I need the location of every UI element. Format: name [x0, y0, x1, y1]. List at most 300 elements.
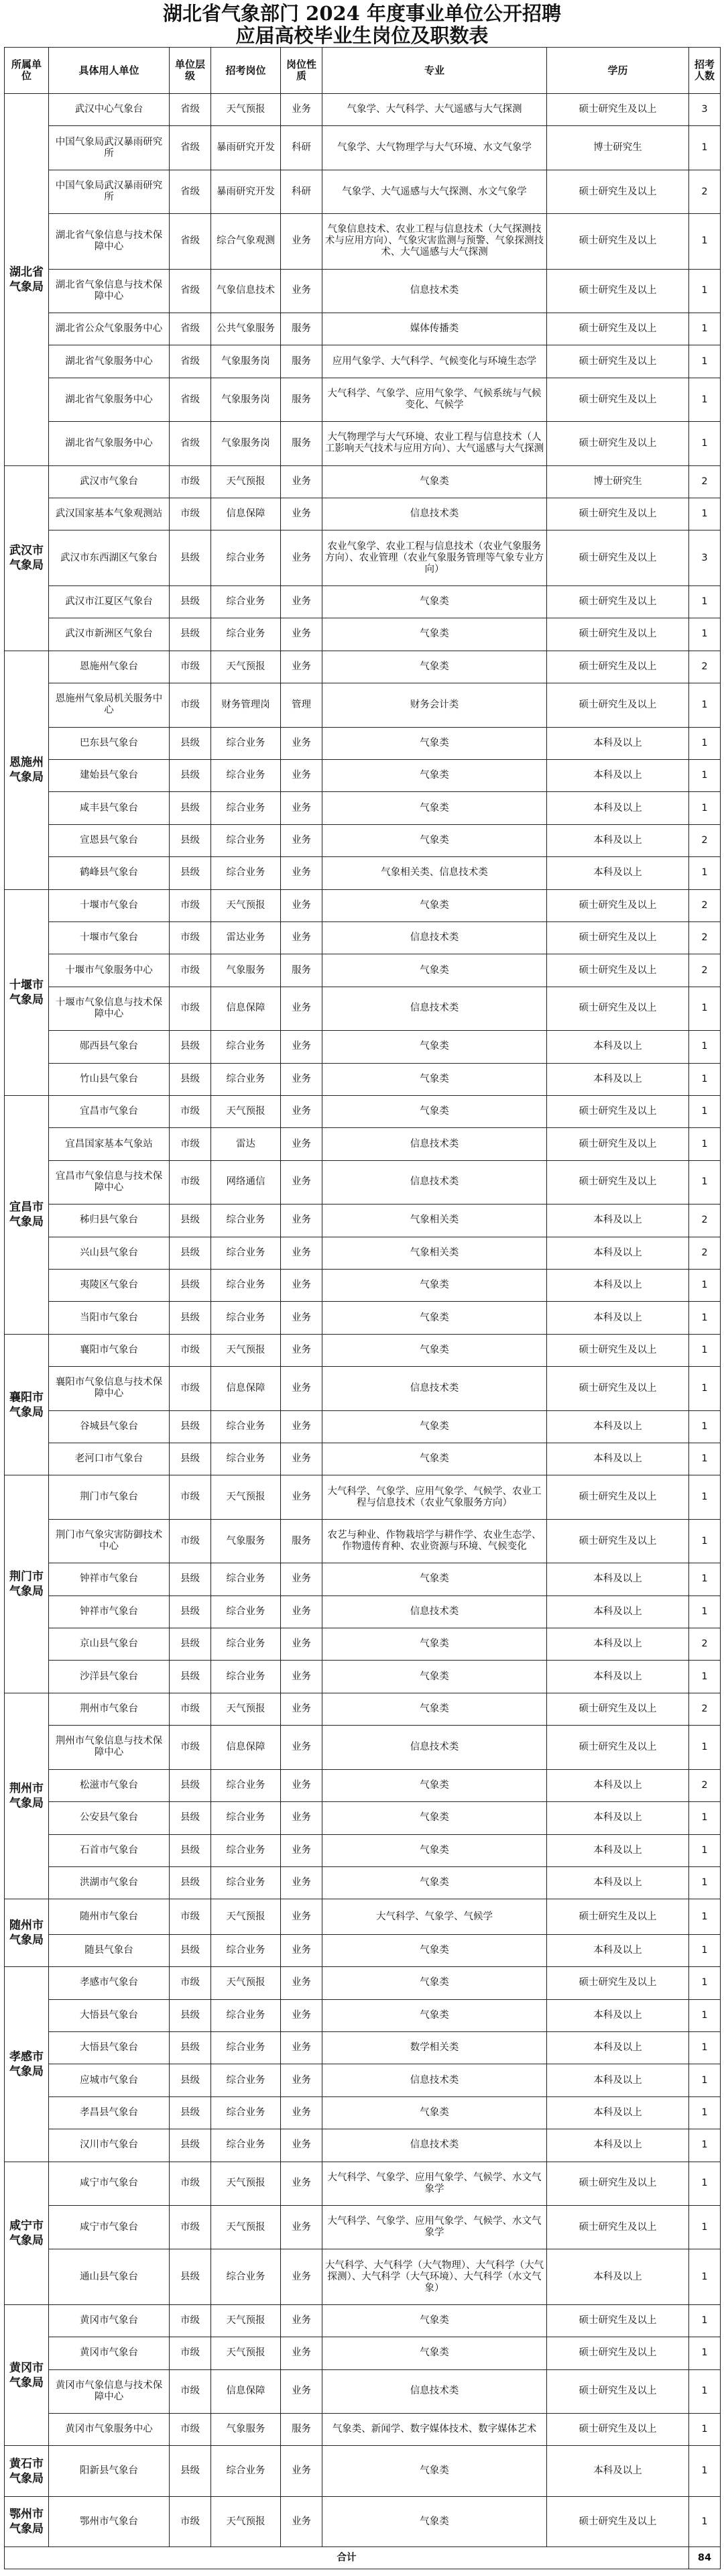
table-row — [5, 1769, 721, 1801]
post-cell: 综合业务 — [211, 2129, 281, 2162]
unit-cell: 宣恩县气象台 — [49, 824, 170, 856]
unit-cell: 武汉市气象台 — [49, 465, 170, 498]
post-cell: 天气预报 — [211, 2496, 281, 2546]
major-cell: 财务会计类 — [322, 683, 547, 727]
group-cell: 随州市气象局 — [5, 1899, 49, 1967]
nature-cell: 业务 — [281, 921, 322, 954]
level-cell: 县级 — [170, 1595, 211, 1628]
count-cell: 1 — [689, 2304, 721, 2337]
education-cell: 硕士研究生及以上 — [547, 618, 689, 651]
level-cell: 市级 — [170, 954, 211, 987]
level-cell: 省级 — [170, 269, 211, 313]
level-cell: 市级 — [170, 1334, 211, 1366]
header-post: 招考岗位 — [211, 48, 281, 94]
count-cell: 1 — [689, 1563, 721, 1595]
count-cell: 1 — [689, 618, 721, 651]
level-cell: 县级 — [170, 2129, 211, 2162]
education-cell: 本科及以上 — [547, 1769, 689, 1801]
level-cell: 县级 — [170, 2064, 211, 2096]
level-cell: 县级 — [170, 1237, 211, 1269]
table-row — [5, 651, 721, 683]
education-cell: 硕士研究生及以上 — [547, 2304, 689, 2337]
level-cell: 县级 — [170, 1934, 211, 1966]
nature-cell: 业务 — [281, 2031, 322, 2064]
education-cell: 硕士研究生及以上 — [547, 954, 689, 987]
count-cell: 1 — [689, 857, 721, 889]
post-cell: 综合业务 — [211, 1595, 281, 1628]
nature-cell: 业务 — [281, 498, 322, 530]
nature-cell: 业务 — [281, 651, 322, 683]
major-cell: 气象类 — [322, 2496, 547, 2546]
table-row — [5, 585, 721, 618]
major-cell: 气象类 — [322, 792, 547, 824]
post-cell: 天气预报 — [211, 2337, 281, 2369]
education-cell: 硕士研究生及以上 — [547, 530, 689, 585]
level-cell: 县级 — [170, 1628, 211, 1661]
post-cell: 天气预报 — [211, 94, 281, 126]
table-row — [5, 683, 721, 727]
unit-cell: 十堰市气象服务中心 — [49, 954, 170, 987]
level-cell: 县级 — [170, 759, 211, 791]
level-cell: 省级 — [170, 313, 211, 345]
education-cell: 本科及以上 — [547, 2446, 689, 2496]
level-cell: 省级 — [170, 422, 211, 465]
education-cell: 本科及以上 — [547, 1999, 689, 2031]
nature-cell: 服务 — [281, 2414, 322, 2446]
count-cell: 1 — [689, 1270, 721, 1302]
level-cell: 县级 — [170, 1563, 211, 1595]
nature-cell: 业务 — [281, 1475, 322, 1519]
table-row — [5, 345, 721, 378]
post-cell: 暴雨研究开发 — [211, 126, 281, 170]
level-cell: 市级 — [170, 1095, 211, 1127]
level-cell: 市级 — [170, 1519, 211, 1563]
post-cell: 综合业务 — [211, 1237, 281, 1269]
unit-cell: 武汉市东西湖区气象台 — [49, 530, 170, 585]
table-row — [5, 1095, 721, 1127]
nature-cell: 服务 — [281, 1519, 322, 1563]
major-cell: 信息技术类 — [322, 2129, 547, 2162]
post-cell: 气象服务岗 — [211, 378, 281, 421]
nature-cell: 业务 — [281, 1367, 322, 1410]
total-label: 合计 — [5, 2547, 689, 2569]
level-cell: 县级 — [170, 2096, 211, 2129]
count-cell: 1 — [689, 498, 721, 530]
unit-cell: 谷城县气象台 — [49, 1410, 170, 1443]
nature-cell: 业务 — [281, 1802, 322, 1834]
education-cell: 硕士研究生及以上 — [547, 2337, 689, 2369]
nature-cell: 业务 — [281, 1834, 322, 1866]
table-row — [5, 1967, 721, 1999]
count-cell: 2 — [689, 954, 721, 987]
level-cell: 县级 — [170, 1270, 211, 1302]
unit-cell: 十堰市气象信息与技术保障中心 — [49, 987, 170, 1030]
education-cell: 硕士研究生及以上 — [547, 2369, 689, 2413]
education-cell: 本科及以上 — [547, 2031, 689, 2064]
major-cell: 气象类 — [322, 2337, 547, 2369]
major-cell: 气象类 — [322, 1302, 547, 1334]
level-cell: 省级 — [170, 126, 211, 170]
table-row — [5, 2369, 721, 2413]
level-cell: 市级 — [170, 889, 211, 921]
count-cell: 3 — [689, 94, 721, 126]
unit-cell: 通山县气象台 — [49, 2249, 170, 2304]
nature-cell: 业务 — [281, 2337, 322, 2369]
education-cell: 硕士研究生及以上 — [547, 1475, 689, 1519]
education-cell: 硕士研究生及以上 — [547, 889, 689, 921]
education-cell: 硕士研究生及以上 — [547, 1519, 689, 1563]
group-cell: 黄冈市气象局 — [5, 2304, 49, 2446]
nature-cell: 服务 — [281, 422, 322, 465]
education-cell: 硕士研究生及以上 — [547, 1367, 689, 1410]
major-cell: 气象类 — [322, 1802, 547, 1834]
nature-cell: 业务 — [281, 727, 322, 759]
unit-cell: 随州市气象台 — [49, 1899, 170, 1934]
group-cell: 十堰市气象局 — [5, 889, 49, 1095]
table-row — [5, 954, 721, 987]
nature-cell: 业务 — [281, 214, 322, 269]
count-cell: 1 — [689, 1899, 721, 1934]
post-cell: 天气预报 — [211, 1967, 281, 1999]
nature-cell: 业务 — [281, 792, 322, 824]
nature-cell: 业务 — [281, 1443, 322, 1475]
major-cell: 信息技术类 — [322, 2064, 547, 2096]
table-row — [5, 889, 721, 921]
nature-cell: 业务 — [281, 585, 322, 618]
education-cell: 硕士研究生及以上 — [547, 378, 689, 421]
post-cell: 综合业务 — [211, 1410, 281, 1443]
unit-cell: 应城市气象台 — [49, 2064, 170, 2096]
count-cell: 1 — [689, 2031, 721, 2064]
nature-cell: 业务 — [281, 2496, 322, 2546]
nature-cell: 业务 — [281, 2096, 322, 2129]
table-row — [5, 2304, 721, 2337]
education-cell: 硕士研究生及以上 — [547, 2414, 689, 2446]
major-cell: 气象类 — [322, 2446, 547, 2496]
level-cell: 县级 — [170, 857, 211, 889]
post-cell: 综合业务 — [211, 2096, 281, 2129]
education-cell: 硕士研究生及以上 — [547, 2162, 689, 2205]
education-cell: 本科及以上 — [547, 759, 689, 791]
document-title — [4, 0, 720, 47]
unit-cell: 湖北省气象服务中心 — [49, 345, 170, 378]
level-cell: 市级 — [170, 683, 211, 727]
major-cell: 气象类 — [322, 1095, 547, 1127]
major-cell: 信息技术类 — [322, 1160, 547, 1204]
count-cell: 1 — [689, 792, 721, 824]
nature-cell: 业务 — [281, 1128, 322, 1160]
major-cell: 气象类 — [322, 1999, 547, 2031]
unit-cell: 宜昌市气象台 — [49, 1095, 170, 1127]
level-cell: 市级 — [170, 2337, 211, 2369]
unit-cell: 武汉国家基本气象观测站 — [49, 498, 170, 530]
count-cell: 1 — [689, 1519, 721, 1563]
unit-cell: 湖北省气象信息与技术保障中心 — [49, 269, 170, 313]
unit-cell: 大悟县气象台 — [49, 1999, 170, 2031]
nature-cell: 业务 — [281, 94, 322, 126]
table-row — [5, 1899, 721, 1934]
level-cell: 县级 — [170, 530, 211, 585]
count-cell: 1 — [689, 422, 721, 465]
table-row — [5, 1063, 721, 1095]
group-cell: 鄂州市气象局 — [5, 2496, 49, 2546]
level-cell: 省级 — [170, 345, 211, 378]
table-row — [5, 921, 721, 954]
post-cell: 天气预报 — [211, 1899, 281, 1934]
education-cell: 本科及以上 — [547, 1302, 689, 1334]
table-row — [5, 1302, 721, 1334]
major-cell: 气象类 — [322, 1866, 547, 1899]
level-cell: 省级 — [170, 378, 211, 421]
education-cell: 本科及以上 — [547, 1031, 689, 1063]
education-cell: 硕士研究生及以上 — [547, 214, 689, 269]
level-cell: 县级 — [170, 1834, 211, 1866]
total-row — [5, 2547, 721, 2569]
unit-cell: 咸丰县气象台 — [49, 792, 170, 824]
count-cell: 1 — [689, 1410, 721, 1443]
unit-cell: 宜昌市气象信息与技术保障中心 — [49, 1160, 170, 1204]
education-cell: 硕士研究生及以上 — [547, 269, 689, 313]
major-cell: 信息技术类 — [322, 921, 547, 954]
count-cell: 3 — [689, 530, 721, 585]
nature-cell: 服务 — [281, 313, 322, 345]
table-row — [5, 727, 721, 759]
level-cell: 市级 — [170, 1899, 211, 1934]
unit-cell: 大悟县气象台 — [49, 2031, 170, 2064]
post-cell: 综合业务 — [211, 1205, 281, 1237]
level-cell: 县级 — [170, 1410, 211, 1443]
count-cell: 1 — [689, 759, 721, 791]
table-row — [5, 313, 721, 345]
recruitment-table — [4, 47, 721, 2569]
level-cell: 县级 — [170, 1063, 211, 1095]
nature-cell: 业务 — [281, 1628, 322, 1661]
post-cell: 天气预报 — [211, 651, 281, 683]
table-row — [5, 1160, 721, 1204]
count-cell: 1 — [689, 1834, 721, 1866]
nature-cell: 服务 — [281, 345, 322, 378]
count-cell: 1 — [689, 2414, 721, 2446]
nature-cell: 业务 — [281, 1899, 322, 1934]
count-cell: 1 — [689, 2249, 721, 2304]
unit-cell: 鄂州市气象台 — [49, 2496, 170, 2546]
nature-cell: 业务 — [281, 1334, 322, 1366]
table-row — [5, 1443, 721, 1475]
table-row — [5, 1334, 721, 1366]
post-cell: 暴雨研究开发 — [211, 170, 281, 213]
post-cell: 综合业务 — [211, 857, 281, 889]
major-cell: 气象学、大气物理学与大气环境、水文气象学 — [322, 126, 547, 170]
unit-cell: 湖北省公众气象服务中心 — [49, 313, 170, 345]
major-cell: 媒体传播类 — [322, 313, 547, 345]
header-nature: 岗位性质 — [281, 48, 322, 94]
post-cell: 综合业务 — [211, 618, 281, 651]
level-cell: 县级 — [170, 1031, 211, 1063]
education-cell: 硕士研究生及以上 — [547, 422, 689, 465]
major-cell: 气象类 — [322, 1628, 547, 1661]
post-cell: 综合业务 — [211, 1563, 281, 1595]
count-cell: 1 — [689, 313, 721, 345]
level-cell: 县级 — [170, 1866, 211, 1899]
nature-cell: 业务 — [281, 857, 322, 889]
level-cell: 省级 — [170, 94, 211, 126]
level-cell: 省级 — [170, 170, 211, 213]
total-value: 84 — [689, 2547, 721, 2569]
level-cell: 县级 — [170, 1802, 211, 1834]
education-cell: 硕士研究生及以上 — [547, 1967, 689, 1999]
post-cell: 综合业务 — [211, 727, 281, 759]
nature-cell: 业务 — [281, 1563, 322, 1595]
major-cell: 信息技术类 — [322, 1595, 547, 1628]
unit-cell: 石首市气象台 — [49, 1834, 170, 1866]
major-cell: 气象类 — [322, 759, 547, 791]
education-cell: 博士研究生 — [547, 465, 689, 498]
header-level: 单位层级 — [170, 48, 211, 94]
group-cell: 荆州市气象局 — [5, 1693, 49, 1899]
title-line-1: 湖北省气象部门 2024 年度事业单位公开招聘 — [163, 2, 561, 25]
count-cell: 2 — [689, 1628, 721, 1661]
major-cell: 气象类 — [322, 1693, 547, 1725]
post-cell: 综合业务 — [211, 1443, 281, 1475]
table-row — [5, 530, 721, 585]
nature-cell: 业务 — [281, 1410, 322, 1443]
table-row — [5, 214, 721, 269]
major-cell: 气象类 — [322, 954, 547, 987]
unit-cell: 中国气象局武汉暴雨研究所 — [49, 170, 170, 213]
level-cell: 市级 — [170, 1726, 211, 1769]
table-row — [5, 2446, 721, 2496]
major-cell: 信息技术类 — [322, 2369, 547, 2413]
table-row — [5, 1802, 721, 1834]
table-row — [5, 1693, 721, 1725]
table-row — [5, 1270, 721, 1302]
level-cell: 县级 — [170, 1999, 211, 2031]
post-cell: 天气预报 — [211, 2205, 281, 2249]
education-cell: 硕士研究生及以上 — [547, 1160, 689, 1204]
table-row — [5, 1661, 721, 1693]
nature-cell: 业务 — [281, 2249, 322, 2304]
education-cell: 本科及以上 — [547, 1410, 689, 1443]
post-cell: 雷达业务 — [211, 921, 281, 954]
post-cell: 综合业务 — [211, 585, 281, 618]
education-cell: 硕士研究生及以上 — [547, 498, 689, 530]
count-cell: 1 — [689, 345, 721, 378]
table-row — [5, 824, 721, 856]
unit-cell: 松滋市气象台 — [49, 1769, 170, 1801]
nature-cell: 业务 — [281, 1934, 322, 1966]
level-cell: 市级 — [170, 2304, 211, 2337]
unit-cell: 襄阳市气象台 — [49, 1334, 170, 1366]
count-cell: 1 — [689, 2064, 721, 2096]
major-cell: 大气科学、大气科学（大气物理）、大气科学（大气探测）、大气科学（大气环境）、大气科学（水文气象） — [322, 2249, 547, 2304]
count-cell: 1 — [689, 2096, 721, 2129]
unit-cell: 夷陵区气象台 — [49, 1270, 170, 1302]
count-cell: 1 — [689, 1967, 721, 1999]
group-cell: 黄石市气象局 — [5, 2446, 49, 2496]
level-cell: 市级 — [170, 651, 211, 683]
count-cell: 1 — [689, 1443, 721, 1475]
post-cell: 信息保障 — [211, 1726, 281, 1769]
post-cell: 综合业务 — [211, 792, 281, 824]
count-cell: 2 — [689, 170, 721, 213]
nature-cell: 业务 — [281, 1693, 322, 1725]
education-cell: 本科及以上 — [547, 2096, 689, 2129]
major-cell: 信息技术类 — [322, 269, 547, 313]
count-cell: 1 — [689, 1095, 721, 1127]
major-cell: 信息技术类 — [322, 1128, 547, 1160]
education-cell: 硕士研究生及以上 — [547, 313, 689, 345]
post-cell: 天气预报 — [211, 1693, 281, 1725]
education-cell: 硕士研究生及以上 — [547, 1693, 689, 1725]
group-cell: 宜昌市气象局 — [5, 1095, 49, 1334]
level-cell: 市级 — [170, 1967, 211, 1999]
major-cell: 信息技术类 — [322, 498, 547, 530]
post-cell: 综合业务 — [211, 1999, 281, 2031]
unit-cell: 建始县气象台 — [49, 759, 170, 791]
table-row — [5, 1866, 721, 1899]
major-cell: 大气科学、气象学、气候学 — [322, 1899, 547, 1934]
education-cell: 本科及以上 — [547, 1563, 689, 1595]
nature-cell: 业务 — [281, 987, 322, 1030]
unit-cell: 黄冈市气象台 — [49, 2304, 170, 2337]
count-cell: 2 — [689, 651, 721, 683]
unit-cell: 湖北省气象服务中心 — [49, 422, 170, 465]
education-cell: 硕士研究生及以上 — [547, 170, 689, 213]
level-cell: 县级 — [170, 1205, 211, 1237]
table-row — [5, 1726, 721, 1769]
table-row — [5, 792, 721, 824]
education-cell: 硕士研究生及以上 — [547, 987, 689, 1030]
unit-cell: 中国气象局武汉暴雨研究所 — [49, 126, 170, 170]
post-cell: 综合气象观测 — [211, 214, 281, 269]
level-cell: 市级 — [170, 921, 211, 954]
nature-cell: 管理 — [281, 683, 322, 727]
major-cell: 气象类 — [322, 2096, 547, 2129]
education-cell: 本科及以上 — [547, 727, 689, 759]
major-cell: 气象相关类 — [322, 1237, 547, 1269]
count-cell: 1 — [689, 1367, 721, 1410]
education-cell: 本科及以上 — [547, 857, 689, 889]
table-row — [5, 2337, 721, 2369]
unit-cell: 老河口市气象台 — [49, 1443, 170, 1475]
major-cell: 信息技术类 — [322, 1367, 547, 1410]
table-row — [5, 2249, 721, 2304]
post-cell: 综合业务 — [211, 2249, 281, 2304]
major-cell: 农艺与种业、作物栽培学与耕作学、农业生态学、作物遗传育种、农业资源与环境、气候变化 — [322, 1519, 547, 1563]
major-cell: 气象类 — [322, 1967, 547, 1999]
level-cell: 市级 — [170, 1128, 211, 1160]
nature-cell: 业务 — [281, 1063, 322, 1095]
unit-cell: 湖北省气象服务中心 — [49, 378, 170, 421]
level-cell: 市级 — [170, 465, 211, 498]
count-cell: 1 — [689, 126, 721, 170]
nature-cell: 业务 — [281, 1031, 322, 1063]
nature-cell: 业务 — [281, 2304, 322, 2337]
nature-cell: 业务 — [281, 1967, 322, 1999]
level-cell: 县级 — [170, 727, 211, 759]
title-line-2: 应届高校毕业生岗位及职数表 — [235, 24, 489, 47]
unit-cell: 竹山县气象台 — [49, 1063, 170, 1095]
unit-cell: 荆门市气象台 — [49, 1475, 170, 1519]
count-cell: 1 — [689, 1661, 721, 1693]
level-cell: 县级 — [170, 1769, 211, 1801]
post-cell: 综合业务 — [211, 1934, 281, 1966]
unit-cell: 黄冈市气象台 — [49, 2337, 170, 2369]
nature-cell: 业务 — [281, 759, 322, 791]
major-cell: 气象相关类 — [322, 1205, 547, 1237]
unit-cell: 黄冈市气象服务中心 — [49, 2414, 170, 2446]
table-row — [5, 1834, 721, 1866]
